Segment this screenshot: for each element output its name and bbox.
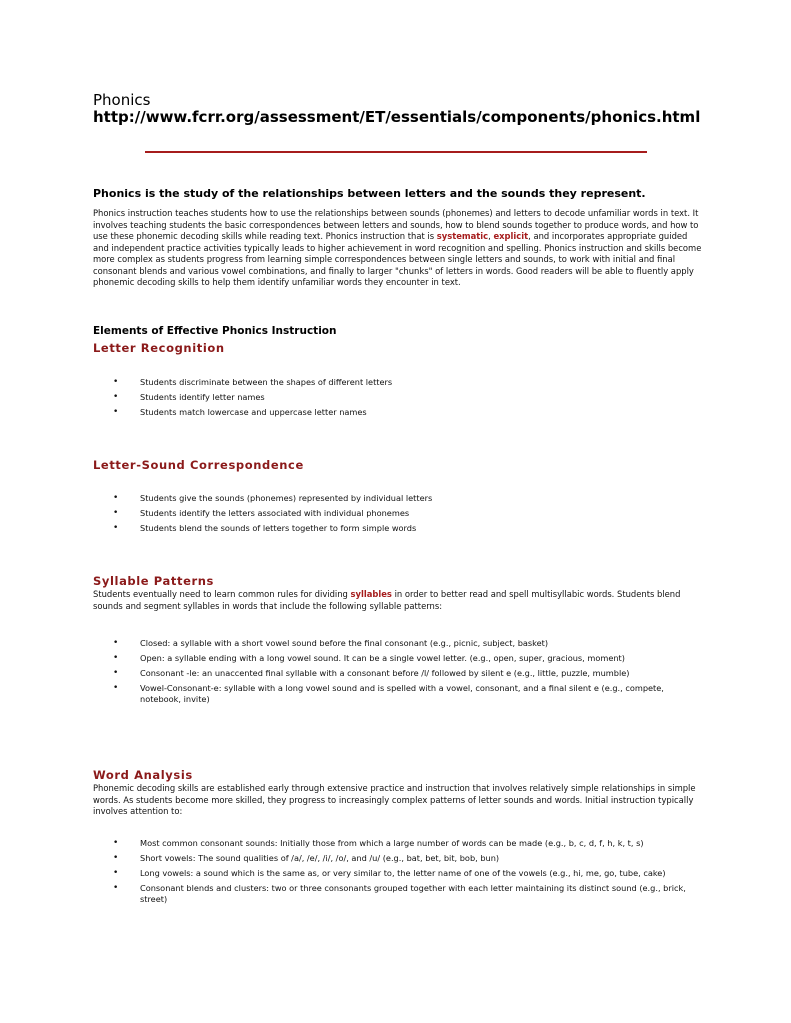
keyword-explicit: explicit [493,231,529,241]
letter-sound-list [0,493,700,534]
heading-letter-recognition: Letter Recognition [93,341,225,355]
bullet-icon: • [113,407,119,417]
list-item: • Consonant -le: an unaccented final syllable with a consonant before /l/ followed by silent e (e.g., little, puzzle, mumble) [113,668,630,678]
source-url[interactable]: http://www.fcrr.org/assessment/ET/essentials/components/phonics.html [93,108,701,126]
list-item: • Students blend the sounds of letters together to form simple words [113,523,417,533]
heading-letter-sound: Letter-Sound Correspondence [93,458,304,472]
list-item: • Vowel-Consonant-e: syllable with a long vowel sound and is spelled with a vowel, consonant, and a final silent e (e.g., compete, notebook, invite) [113,683,664,704]
bullet-icon: • [113,853,119,863]
bullet-icon: • [113,377,119,387]
bullet-icon: • [113,638,119,648]
title-divider [145,151,647,153]
bullet-icon: • [113,508,119,518]
list-item: • Open: a syllable ending with a long vowel sound. It can be a single vowel letter. (e.g., open, super, gracious, moment) [113,653,625,663]
bullet-icon: • [113,653,119,663]
letter-recognition-list [0,377,700,418]
bullet-icon: • [113,668,119,678]
intro-paragraph: Phonics instruction teaches students how to use the relationships between sounds (phonemes) and letters to decode unfamiliar words in text. It involves teaching students the basic correspondences between letters and sounds, how to blend sounds together to produce words, and how to use these phonemic decoding skills while reading text. Phonics instruction that is systematic, explicit, and incorporates appropriate guided and independent practice activities typically leads to higher achievement in word recognition and spelling. Phonics instruction and skills become more complex as students progress from learning simple correspondences between single letters and sounds, to work with initial and final consonant blends and various vowel combinations, and finally to larger "chunks" of letters in words. Good readers will be able to fluently apply phonemic decoding skills to help them identify unfamiliar words they encounter in text. [93,208,702,287]
bullet-icon: • [113,683,119,693]
bullet-icon: • [113,392,119,402]
bullet-icon: • [113,523,119,533]
heading-word-analysis: Word Analysis [93,768,193,782]
list-item: • Students discriminate between the shapes of different letters [113,377,393,387]
list-item: • Short vowels: The sound qualities of /a/, /e/, /i/, /o/, and /u/ (e.g., bat, bet, bit, bob, bun) [113,853,500,863]
bullet-icon: • [113,838,119,848]
syllable-paragraph: Students eventually need to learn common rules for dividing syllables in order to better read and spell multisyllabic words. Students blend sounds and segment syllables in words that include the following syllable patterns: [93,589,681,611]
title-text: Phonics [93,91,151,109]
list-item: • Closed: a syllable with a short vowel sound before the final consonant (e.g., picnic, subject, basket) [113,638,549,648]
list-item: • Consonant blends and clusters: two or three consonants grouped together with each letter maintaining its distinct sound (e.g., brick, street) [113,883,686,904]
list-item: • Most common consonant sounds: Initially those from which a large number of words can be made (e.g., b, c, d, f, h, k, t, s) [113,838,644,848]
word-analysis-list [0,838,700,905]
bullet-icon: • [113,868,119,878]
intro-lead: Phonics is the study of the relationships between letters and the sounds they represent. [93,187,646,200]
list-item: • Students identify the letters associated with individual phonemes [113,508,410,518]
syllable-list [0,638,700,705]
elements-title: Elements of Effective Phonics Instruction [93,325,337,337]
keyword-syllables: syllables [350,589,392,599]
keyword-systematic: systematic [436,231,489,241]
bullet-icon: • [113,883,119,893]
list-item: • Long vowels: a sound which is the same as, or very similar to, the letter name of one of the vowels (e.g., hi, me, go, tube, cake) [113,868,666,878]
word-analysis-paragraph: Phonemic decoding skills are established early through extensive practice and instruction that involves relatively simple relationships in simple words. As students become more skilled, they progress to increasingly complex patterns of letter sounds and words. Initial instruction typically involves attention to: [93,783,696,816]
list-item: • Students identify letter names [113,392,265,402]
bullet-icon: • [113,493,119,503]
page-title [93,92,703,126]
list-item: • Students match lowercase and uppercase letter names [113,407,367,417]
heading-syllable-patterns: Syllable Patterns [93,574,214,588]
list-item: • Students give the sounds (phonemes) represented by individual letters [113,493,433,503]
